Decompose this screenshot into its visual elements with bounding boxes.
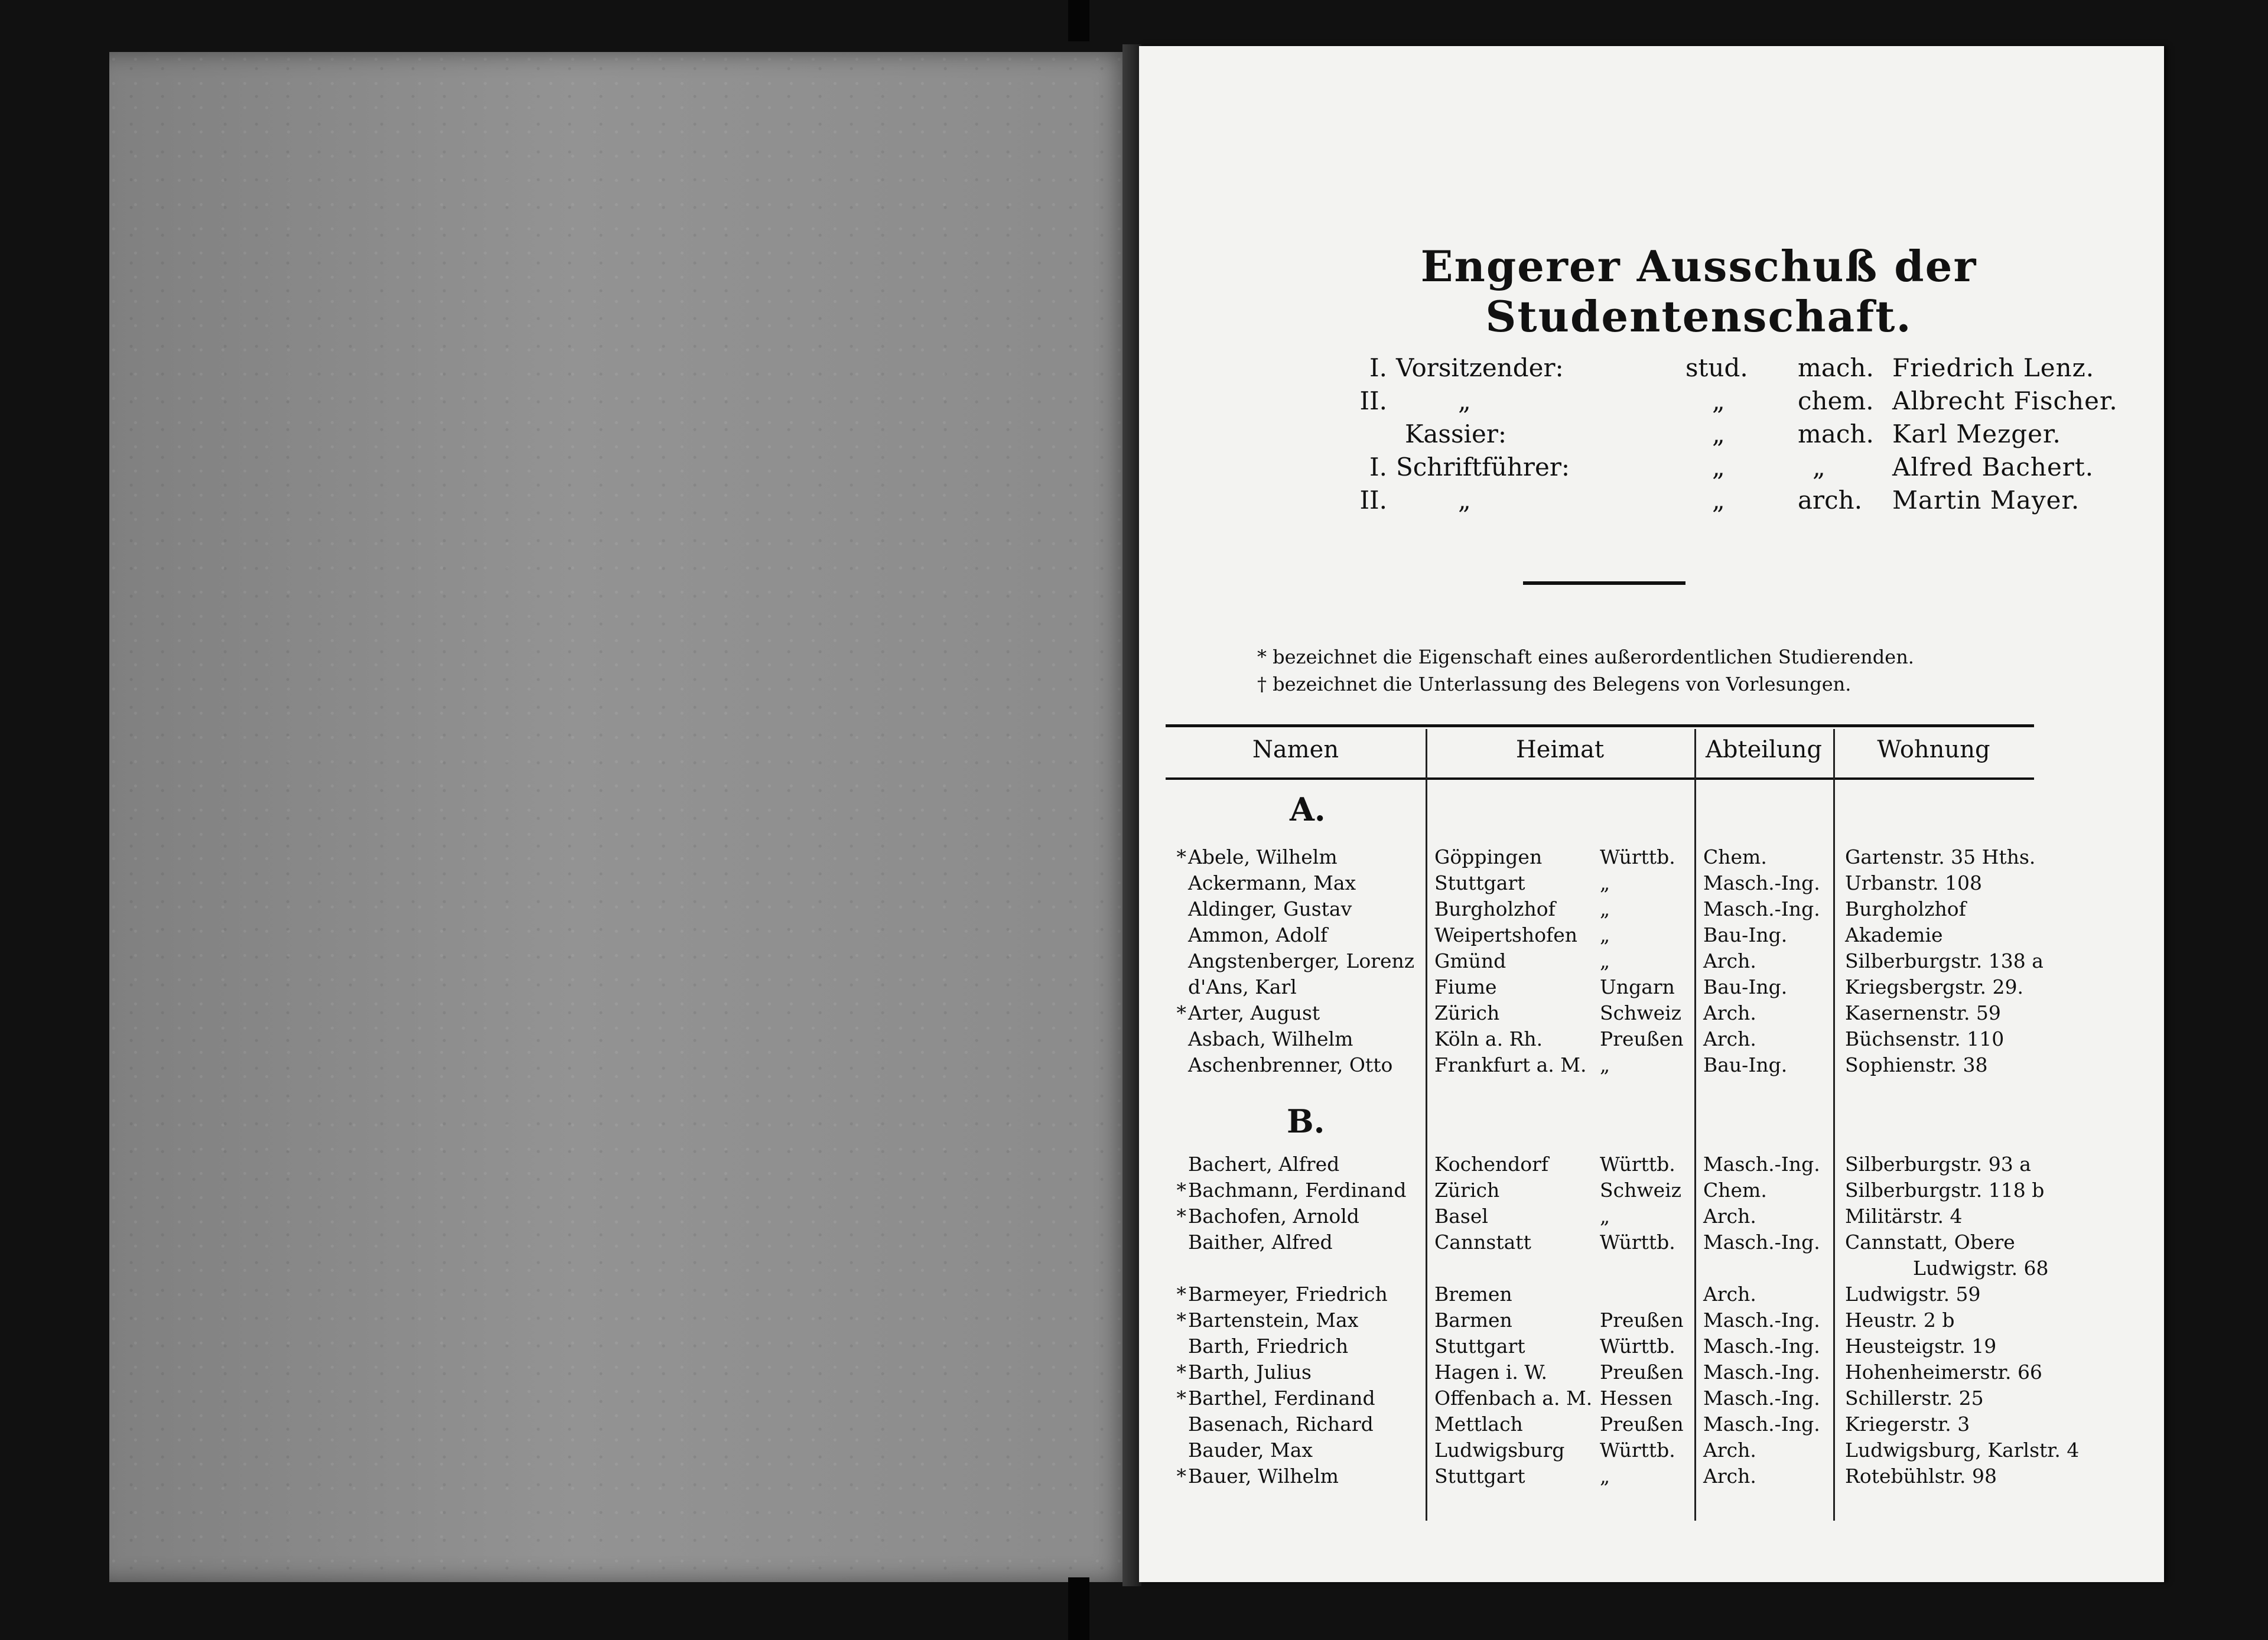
department: Arch. <box>1703 1283 1756 1306</box>
department: Arch. <box>1703 1439 1756 1462</box>
star-marker: * <box>1176 1283 1186 1306</box>
committee-row <box>1340 419 2108 453</box>
star-marker: * <box>1176 1387 1186 1410</box>
star-marker: * <box>1176 1205 1186 1228</box>
department: Arch. <box>1703 1205 1756 1228</box>
department: Masch.-Ing. <box>1703 871 1820 894</box>
home-land: „ <box>1600 1465 1610 1488</box>
home-land: Württb. <box>1600 845 1675 868</box>
address: Heusteigstr. 19 <box>1845 1335 1997 1358</box>
address: Sophienstr. 38 <box>1845 1053 1988 1076</box>
committee-dept: chem. <box>1798 386 1874 415</box>
home-land: „ <box>1600 949 1610 972</box>
header-heimat: Heimat <box>1515 736 1605 763</box>
student-name: Bachmann, Ferdinand <box>1188 1179 1407 1202</box>
address: Silberburgstr. 93 a <box>1845 1153 2031 1176</box>
address-continuation: Ludwigstr. 68 <box>1913 1257 2049 1280</box>
home-land: Württb. <box>1600 1335 1675 1358</box>
committee-stud: „ <box>1712 386 1725 415</box>
table-row <box>1166 1001 2034 1027</box>
department: Arch. <box>1703 1001 1756 1024</box>
department: Masch.-Ing. <box>1703 1387 1820 1410</box>
student-name: Barthel, Ferdinand <box>1188 1387 1375 1410</box>
address: Büchsenstr. 110 <box>1845 1027 2005 1050</box>
home-city: Stuttgart <box>1434 871 1525 894</box>
department: Masch.-Ing. <box>1703 1335 1820 1358</box>
address: Ludwigstr. 59 <box>1845 1283 1981 1306</box>
committee-stud: stud. <box>1685 353 1748 382</box>
table-row <box>1166 923 2034 949</box>
home-land: Preußen <box>1600 1413 1684 1436</box>
home-land: Preußen <box>1600 1361 1684 1384</box>
table-row <box>1166 1309 2034 1335</box>
table-row <box>1166 1283 2034 1309</box>
address: Ludwigsburg, Karlstr. 4 <box>1845 1439 2080 1462</box>
committee-stud: „ <box>1712 453 1725 481</box>
committee-name: Martin Mayer. <box>1892 486 2080 515</box>
table-row-continuation <box>1166 1257 2049 1283</box>
committee-dept: „ <box>1813 453 1826 481</box>
address: Gartenstr. 35 Hths. <box>1845 845 2036 868</box>
department: Masch.-Ing. <box>1703 1231 1820 1254</box>
committee-dept: mach. <box>1798 353 1874 382</box>
table-row <box>1166 975 2034 1001</box>
address: Rotebühlstr. 98 <box>1845 1465 1997 1488</box>
address: Kriegsbergstr. 29. <box>1845 975 2023 998</box>
home-city: Hagen i. W. <box>1434 1361 1548 1384</box>
home-city: Burgholzhof <box>1434 897 1556 920</box>
student-name: Ackermann, Max <box>1188 871 1356 894</box>
committee-role: Vorsitzender: <box>1396 353 1564 382</box>
table-row <box>1166 1231 2034 1257</box>
home-city: Weipertshofen <box>1434 923 1578 946</box>
home-land: Ungarn <box>1600 975 1675 998</box>
committee-name: Karl Mezger. <box>1892 419 2061 448</box>
address: Militärstr. 4 <box>1845 1205 1963 1228</box>
department: Masch.-Ing. <box>1703 1361 1820 1384</box>
home-city: Offenbach a. M. <box>1434 1387 1593 1410</box>
department: Bau-Ing. <box>1703 975 1788 998</box>
home-city: Göppingen <box>1434 845 1543 868</box>
table-rule-top <box>1166 724 2034 727</box>
section-letter-a: A. <box>1290 790 1326 828</box>
home-city: Stuttgart <box>1434 1335 1525 1358</box>
home-land: Preußen <box>1600 1309 1684 1332</box>
student-name: Barmeyer, Friedrich <box>1188 1283 1388 1306</box>
home-land: „ <box>1600 897 1610 920</box>
department: Masch.-Ing. <box>1703 1153 1820 1176</box>
committee-name: Friedrich Lenz. <box>1892 353 2095 382</box>
address: Hohenheimerstr. 66 <box>1845 1361 2042 1384</box>
table-row <box>1166 897 2034 923</box>
committee-list <box>1340 353 2118 519</box>
committee-number: I. <box>1369 353 1387 382</box>
legend-line: † bezeichnet die Unterlassung des Belegens von Vorlesungen. <box>1257 673 1852 695</box>
student-name: Aschenbrenner, Otto <box>1188 1053 1393 1076</box>
table-row <box>1166 1205 2034 1231</box>
section-divider <box>1523 581 1685 585</box>
committee-row <box>1340 453 2108 486</box>
department: Arch. <box>1703 1027 1756 1050</box>
table-row <box>1166 1053 2034 1079</box>
student-name: Basenach, Richard <box>1188 1413 1374 1436</box>
address: Heustr. 2 b <box>1845 1309 1955 1332</box>
home-city: Barmen <box>1434 1309 1512 1332</box>
student-name: Abele, Wilhelm <box>1188 845 1338 868</box>
binding-clip-bottom <box>1068 1577 1089 1640</box>
left-cover-page <box>109 52 1137 1582</box>
table-row <box>1166 1413 2034 1439</box>
header-wohnung: Wohnung <box>1877 736 1990 763</box>
home-city: Frankfurt a. M. <box>1434 1053 1587 1076</box>
student-name: Baither, Alfred <box>1188 1231 1333 1254</box>
home-city: Kochendorf <box>1434 1153 1549 1176</box>
student-name: Arter, August <box>1188 1001 1320 1024</box>
committee-stud: „ <box>1712 486 1725 515</box>
home-land: Preußen <box>1600 1027 1684 1050</box>
committee-row <box>1340 386 2118 419</box>
student-name: Bachert, Alfred <box>1188 1153 1340 1176</box>
committee-name: Albrecht Fischer. <box>1892 386 2118 415</box>
address: Silberburgstr. 118 b <box>1845 1179 2045 1202</box>
department: Masch.-Ing. <box>1703 1309 1820 1332</box>
table-row <box>1166 1361 2042 1387</box>
home-city: Cannstatt <box>1434 1231 1531 1254</box>
committee-name: Alfred Bachert. <box>1892 453 2094 481</box>
table-row <box>1166 949 2044 975</box>
home-city: Ludwigsburg <box>1434 1439 1565 1462</box>
table-row <box>1166 871 2034 897</box>
home-city: Mettlach <box>1434 1413 1523 1436</box>
home-land: „ <box>1600 871 1610 894</box>
star-marker: * <box>1176 1309 1186 1332</box>
student-name: Bartenstein, Max <box>1188 1309 1359 1332</box>
home-land: Schweiz <box>1600 1179 1682 1202</box>
table-rule-header <box>1166 777 2034 780</box>
legend <box>1257 646 2025 700</box>
section-letter-b: B. <box>1287 1102 1325 1140</box>
address: Cannstatt, Obere <box>1845 1231 2015 1254</box>
home-land: Schweiz <box>1600 1001 1682 1024</box>
committee-number: II. <box>1359 386 1387 415</box>
header-abteilung: Abteilung <box>1706 736 1822 763</box>
department: Arch. <box>1703 949 1756 972</box>
home-city: Stuttgart <box>1434 1465 1525 1488</box>
committee-role: „ <box>1458 486 1471 515</box>
student-name: Bauder, Max <box>1188 1439 1313 1462</box>
address: Kasernenstr. 59 <box>1845 1001 2001 1024</box>
student-name: Barth, Julius <box>1188 1361 1312 1384</box>
student-name: Angstenberger, Lorenz <box>1188 949 1415 972</box>
student-name: Ammon, Adolf <box>1188 923 1328 946</box>
student-name: Bauer, Wilhelm <box>1188 1465 1339 1488</box>
table-row <box>1166 845 2034 871</box>
committee-dept: mach. <box>1798 419 1874 448</box>
home-land: Hessen <box>1600 1387 1672 1410</box>
table-row <box>1166 1439 2080 1465</box>
star-marker: * <box>1176 845 1186 868</box>
department: Bau-Ing. <box>1703 923 1788 946</box>
home-land: Württb. <box>1600 1439 1675 1462</box>
department: Chem. <box>1703 1179 1767 1202</box>
student-name: Asbach, Wilhelm <box>1188 1027 1353 1050</box>
right-page <box>1139 46 2164 1582</box>
committee-role: Schriftführer: <box>1396 453 1570 481</box>
committee-row <box>1340 353 2108 386</box>
committee-role: Kassier: <box>1405 419 1507 448</box>
header-namen: Namen <box>1252 736 1339 763</box>
committee-number: I. <box>1369 453 1387 481</box>
home-city: Fiume <box>1434 975 1497 998</box>
home-city: Basel <box>1434 1205 1488 1228</box>
student-name: Barth, Friedrich <box>1188 1335 1349 1358</box>
department: Masch.-Ing. <box>1703 1413 1820 1436</box>
home-land: Württb. <box>1600 1231 1675 1254</box>
committee-stud: „ <box>1712 419 1725 448</box>
committee-number: II. <box>1359 486 1387 515</box>
table-row <box>1166 1387 2034 1413</box>
address: Burgholzhof <box>1845 897 1966 920</box>
legend-line: * bezeichnet die Eigenschaft eines außerordentlichen Studierenden. <box>1257 646 1914 668</box>
committee-role: „ <box>1458 386 1471 415</box>
table-row <box>1166 1335 2034 1361</box>
table-row <box>1166 1179 2045 1205</box>
home-land: „ <box>1600 1205 1610 1228</box>
home-land: „ <box>1600 923 1610 946</box>
binding-clip-top <box>1068 0 1089 41</box>
home-land: „ <box>1600 1053 1610 1076</box>
home-city: Köln a. Rh. <box>1434 1027 1543 1050</box>
address: Schillerstr. 25 <box>1845 1387 1984 1410</box>
address: Akademie <box>1845 923 1943 946</box>
committee-row <box>1340 486 2108 519</box>
home-city: Bremen <box>1434 1283 1512 1306</box>
department: Arch. <box>1703 1465 1756 1488</box>
star-marker: * <box>1176 1465 1186 1488</box>
department: Bau-Ing. <box>1703 1053 1788 1076</box>
table-row <box>1166 1465 2034 1491</box>
department: Chem. <box>1703 845 1767 868</box>
committee-dept: arch. <box>1798 486 1863 515</box>
student-name: d'Ans, Karl <box>1188 975 1297 998</box>
student-name: Aldinger, Gustav <box>1188 897 1352 920</box>
address: Silberburgstr. 138 a <box>1845 949 2044 972</box>
star-marker: * <box>1176 1001 1186 1024</box>
home-land: Württb. <box>1600 1153 1675 1176</box>
student-name: Bachofen, Arnold <box>1188 1205 1359 1228</box>
home-city: Zürich <box>1434 1001 1500 1024</box>
table-row <box>1166 1027 2034 1053</box>
star-marker: * <box>1176 1361 1186 1384</box>
home-city: Gmünd <box>1434 949 1506 972</box>
department: Masch.-Ing. <box>1703 897 1820 920</box>
table-row <box>1166 1153 2034 1179</box>
address: Urbanstr. 108 <box>1845 871 1982 894</box>
star-marker: * <box>1176 1179 1186 1202</box>
address: Kriegerstr. 3 <box>1845 1413 1970 1436</box>
home-city: Zürich <box>1434 1179 1500 1202</box>
page-title: Engerer Ausschuß der Studentenschaft. <box>1420 241 1977 341</box>
